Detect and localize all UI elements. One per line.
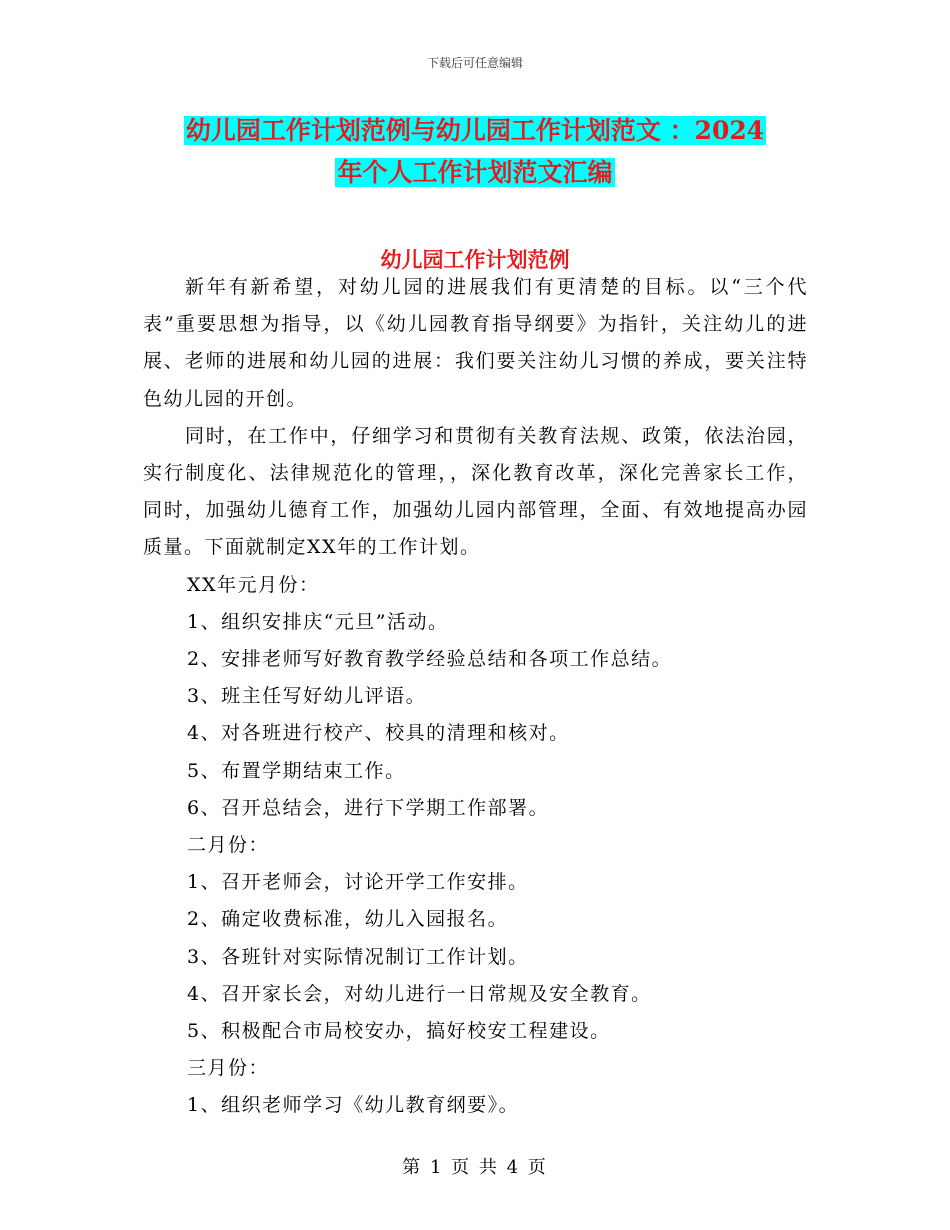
- plan-item: 2、安排老师写好教育教学经验总结和各项工作总结。: [187, 648, 673, 671]
- document-title-text-1: 幼儿园工作计划范例与幼儿园工作计划范文 ：2024: [185, 116, 765, 145]
- plan-item: 1、组织安排庆“元旦”活动。: [187, 610, 449, 633]
- header-note: 下载后可任意编辑: [426, 56, 523, 70]
- plan-item: 3、各班针对实际情况制订工作计划。: [187, 945, 529, 968]
- document-title-text-2: 年个人工作计划范文汇编: [337, 158, 613, 187]
- page-footer: 第 1 页 共 4 页: [402, 1157, 548, 1178]
- plan-item: 5、布置学期结束工作。: [187, 759, 406, 782]
- plan-item: 2、确定收费标准，幼儿入园报名。: [187, 908, 509, 931]
- plan-item: 4、对各班进行校产、校具的清理和核对。: [187, 722, 570, 745]
- plan-item: 1、组织老师学习《幼儿教育纲要》。: [187, 1094, 520, 1117]
- paragraph: 新年有新希望，对幼儿园的进展我们有更清楚的目标。以“三个代表”重要思想为指导，以《幼儿园教育指导纲要》为指针，关注幼儿的进展、老师的进展和幼儿园的进展：我们要关注幼儿习惯的养成，要关注特色幼儿园的开创。: [143, 276, 808, 410]
- plan-heading-january: XX年元月份：: [187, 573, 320, 596]
- plan-item: 6、召开总结会，进行下学期工作部署。: [187, 796, 550, 819]
- plan-item: 5、积极配合市局校安办，搞好校安工程建设。: [187, 1020, 611, 1043]
- plan-item: 3、班主任写好幼儿评语。: [187, 685, 427, 708]
- plan-item: 1、召开老师会，讨论开学工作安排。: [187, 871, 529, 894]
- document-title-line-1: [0, 113, 950, 149]
- document-body: [143, 269, 808, 1125]
- paragraph: 同时，在工作中，仔细学习和贯彻有关教育法规、政策，依法治园，实行制度化、法律规范化的管理，，深化教育改革，深化完善家长工作，同时，加强幼儿德育工作，加强幼儿园内部管理，全面、有效地提高办园质量。下面就制定XX年的工作计划。: [143, 424, 808, 559]
- plan-heading-february: 二月份：: [187, 834, 270, 857]
- plan-heading-march: 三月份：: [187, 1057, 270, 1080]
- section-title: 幼儿园工作计划范例: [380, 247, 570, 272]
- document-title-line-2: [0, 155, 950, 191]
- plan-item: 4、召开家长会，对幼儿进行一日常规及安全教育。: [187, 982, 652, 1005]
